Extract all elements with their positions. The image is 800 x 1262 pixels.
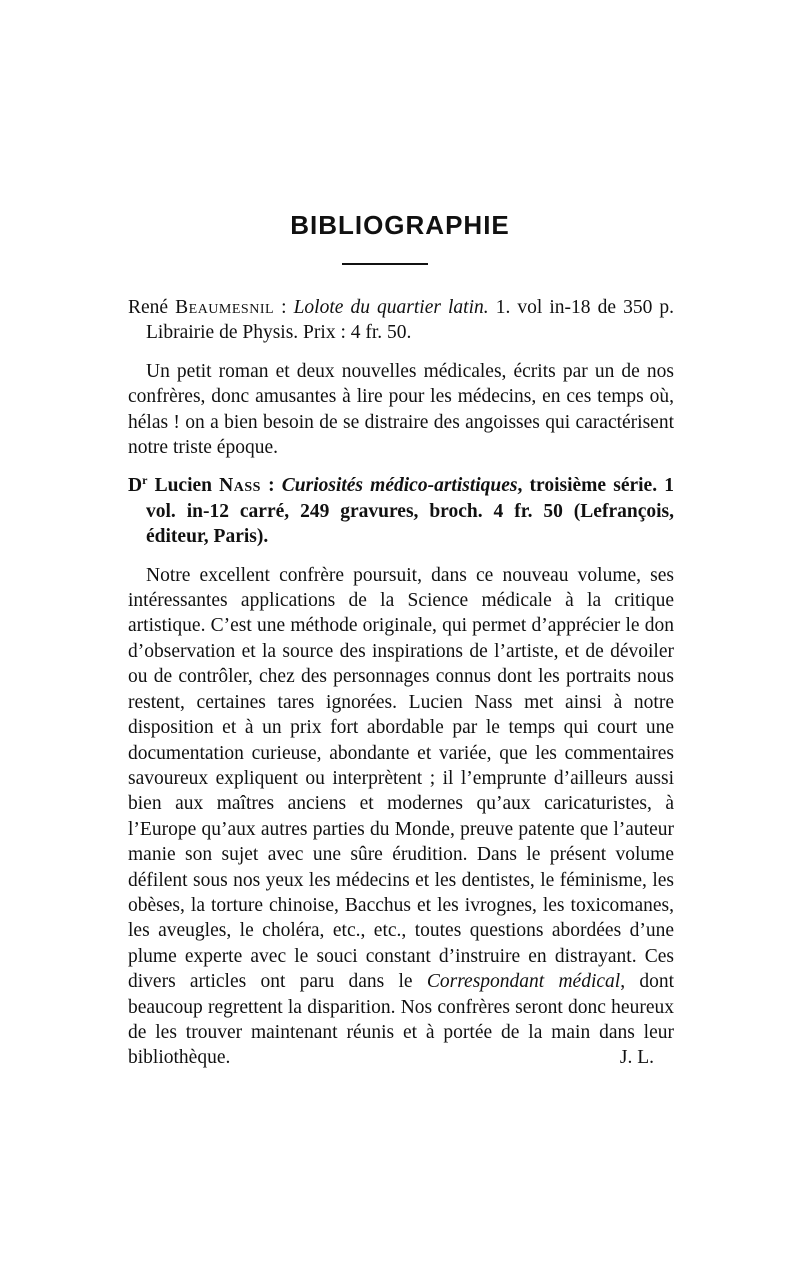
review-2 bbox=[128, 563, 674, 1071]
book-title: Curiosités médico-artistiques bbox=[281, 475, 518, 497]
author-last-name: Nass bbox=[219, 475, 261, 497]
review-2-part2: , dont beaucoup regrettent la disparition. Nos confrères seront donc heureux de les trouver maintenant réunis et à portée de la main dans leur bibliothèque. bbox=[128, 971, 674, 1069]
signature: J. L. bbox=[619, 1047, 654, 1069]
title-rule bbox=[342, 263, 428, 265]
author-last-name: Beaumesnil bbox=[175, 297, 275, 318]
author-first-name: Lucien bbox=[147, 475, 220, 497]
book-details: 1. vol in-18 de 350 p. Librairie de Physis. Prix : 4 fr. 50. bbox=[146, 297, 675, 344]
review-1: Un petit roman et deux nouvelles médicales, écrits par un de nos confrères, donc amusantes à lire pour les médecins, en ces temps où, hélas ! on a bien besoin de se distraire des angoisses qui caractérisent notre triste époque. bbox=[128, 360, 674, 459]
book-entry-2 bbox=[128, 473, 674, 549]
author-prefix: D bbox=[128, 475, 143, 497]
separator: : bbox=[274, 297, 294, 318]
book-details: , troisième série. 1 vol. in-12 carré, 249 gravures, broch. 4 fr. 50 (Lefrançois, éditeur, Paris). bbox=[146, 475, 674, 548]
separator: : bbox=[260, 475, 282, 497]
author-first-name: René bbox=[128, 297, 176, 318]
page-title: BIBLIOGRAPHIE bbox=[290, 210, 510, 240]
review-2-part1: Notre excellent confrère poursuit, dans ce nouveau volume, ses intéressantes applications de la Science médicale à la critique artistique. C’est une méthode originale, qui permet d’apprécier le don d’observation et la source des inspirations de l’artiste, et de dévoiler ou de contrôler, chez des personnages connus dont les portraits nous restent, certaines tares ignorées. Lucien Nass met ainsi à notre disposition et à un prix fort abordable par le temps qui court une documentation curieuse, abondante et variée, que les commentaires savoureux expliquent ou interprètent ; il l’emprunte d’ailleurs aussi bien aux maîtres anciens et modernes qu’aux caricaturistes, à l’Europe qu’aux autres parties du Monde, preuve patente que l’auteur manie son sujet avec une sûre érudition. Dans le présent volume défilent sous nos yeux les médecins et les dentistes, le féminisme, les obèses, la torture chinoise, Bacchus et les ivrognes, les toxicomanes, les aveugles, le choléra, etc., etc., toutes questions abordées d’une plume experte avec le souci constant d’instruire en distrayant. Ces divers articles ont paru dans le bbox=[128, 564, 674, 993]
author-prefix-sup: r bbox=[142, 473, 148, 488]
journal-title: Correspondant médical bbox=[426, 971, 621, 993]
book-title: Lolote du quartier latin. bbox=[293, 297, 489, 318]
book-entry-1 bbox=[128, 295, 674, 346]
bibliography-body bbox=[128, 295, 674, 1071]
